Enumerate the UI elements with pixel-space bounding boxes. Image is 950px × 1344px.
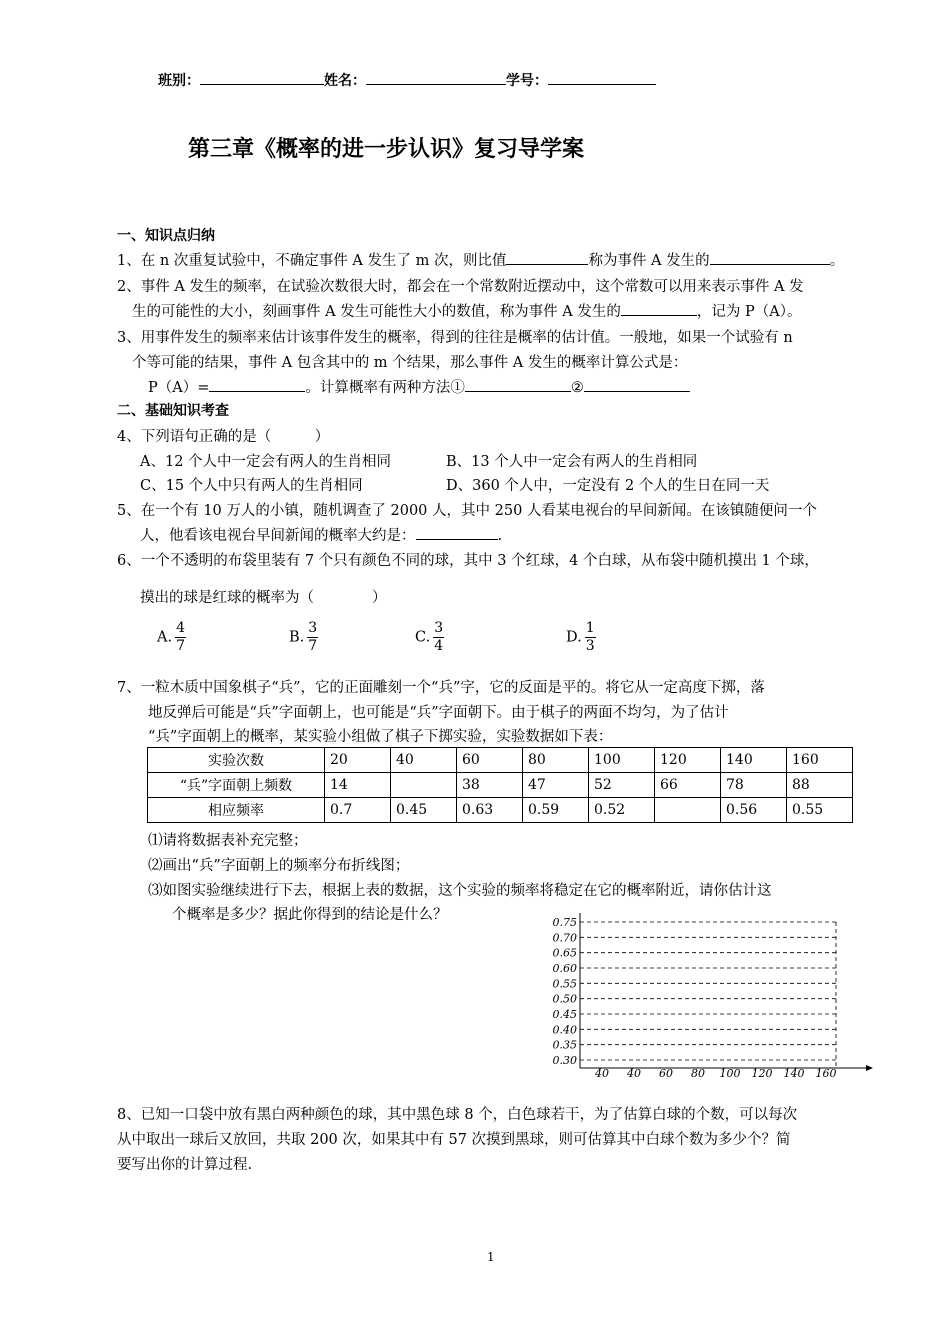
q3-blank1[interactable] <box>209 377 305 392</box>
q4-option-d[interactable]: D、360 个人中，一定没有 2 个人的生日在同一天 <box>446 478 770 494</box>
y-tick-label: 0.50 <box>552 992 577 1006</box>
q6-option-b[interactable]: B. $\frac{3}{7}$ <box>289 620 318 654</box>
table-row: 实验次数 20 40 60 80 100 120 140 160 <box>148 748 853 773</box>
x-axis-arrow-icon <box>866 1065 873 1071</box>
id-field[interactable] <box>548 70 656 85</box>
q3-blank3[interactable] <box>584 377 690 392</box>
q7-line2: 地反弹后可能是“兵”字面朝上，也可能是“兵”字面朝下。由于棋子的两面不均匀，为了估计 <box>148 705 729 721</box>
q3-line1: 3、用事件发生的频率来估计该事件发生的概率，得到的往往是概率的估计值。一般地，如果一个试验有 n <box>117 330 793 346</box>
q3-line2: 个等可能的结果，事件 A 包含其中的 m 个结果，那么事件 A 发生的概率计算公式是： <box>132 355 688 371</box>
page-title: 第三章《概率的进一步认识》复习导学案 <box>188 137 585 162</box>
table-blank-cell[interactable] <box>391 773 457 798</box>
y-tick-label: 0.45 <box>552 1008 577 1021</box>
x-tick-label: 40 <box>627 1067 641 1080</box>
class-field[interactable] <box>200 70 324 85</box>
q5-blank[interactable] <box>416 525 498 540</box>
q4-stem: 4、下列语句正确的是（ ） <box>117 429 330 445</box>
q7-sub2: ⑵画出“兵”字面朝上的频率分布折线图； <box>148 858 410 874</box>
y-tick-label: 0.75 <box>552 916 577 929</box>
q7-data-table <box>147 747 853 823</box>
q3-line3: P（A）= 。计算概率有两种方法① ② <box>148 376 690 397</box>
x-tick-label: 160 <box>815 1067 837 1080</box>
q6-line1: 6、一个不透明的布袋里装有 7 个只有颜色不同的球，其中 3 个红球，4 个白球，从布袋中随机摸出 1 个球， <box>117 553 819 569</box>
header-fields <box>158 70 656 90</box>
section1-heading: 一、知识点归纳 <box>117 228 215 244</box>
y-tick-label: 0.70 <box>552 931 577 945</box>
section2-heading: 二、基础知识考查 <box>117 403 229 419</box>
q8-line1: 8、已知一口袋中放有黑白两种颜色的球，其中黑色球 8 个，白色球若干，为了估算白球的个数，可以每次 <box>117 1107 798 1123</box>
x-tick-label: 120 <box>751 1067 773 1080</box>
table-row: “兵”字面朝上频数 14 38 47 52 66 78 88 <box>148 773 853 798</box>
chart-grid <box>580 922 836 1068</box>
x-tick-label: 140 <box>783 1067 805 1080</box>
x-tick-label: 40 <box>595 1067 609 1080</box>
q2-line1: 2、事件 A 发生的频率，在试验次数很大时，都会在一个常数附近摆动中，这个常数可以用来表示事件 A 发 <box>117 279 804 295</box>
q8-line2: 从中取出一球后又放回，共取 200 次，如果其中有 57 次摸到黑球，则可估算其中白球个数为多少个？简 <box>117 1132 791 1148</box>
q6-option-c[interactable]: C. $\frac{3}{4}$ <box>415 620 444 654</box>
y-tick-label: 0.65 <box>552 946 577 960</box>
id-label: 学号： <box>506 73 548 89</box>
q6-option-a[interactable]: A. $\frac{4}{7}$ <box>157 620 186 654</box>
q2-blank[interactable] <box>621 301 697 316</box>
y-tick-label: 0.35 <box>552 1038 577 1052</box>
q4-option-b[interactable]: B、13 个人中一定会有两人的生肖相同 <box>446 454 698 470</box>
page-number: 1 <box>487 1250 495 1264</box>
y-tick-label: 0.55 <box>552 977 577 991</box>
y-tick-label: 0.60 <box>552 962 577 975</box>
table-blank-cell[interactable] <box>655 798 721 823</box>
class-label: 班别： <box>158 73 200 89</box>
q5-line2: 人，他看该电视台早间新闻的概率大约是： . <box>140 524 502 545</box>
q4-option-c[interactable]: C、15 个人中只有两人的生肖相同 <box>140 478 363 494</box>
q1: 1、在 n 次重复试验中，不确定事件 A 发生了 m 次，则比值 称为事件 A 发生的 。 <box>117 249 844 270</box>
q7-sub3-line1: ⑶如图实验继续进行下去，根据上表的数据，这个实验的频率将稳定在它的概率附近，请你估计这 <box>148 883 772 899</box>
name-label: 姓名： <box>324 73 366 89</box>
q1-blank2[interactable] <box>710 250 830 265</box>
y-tick-label: 0.40 <box>552 1023 577 1037</box>
x-tick-label: 60 <box>659 1067 673 1080</box>
q4-option-a[interactable]: A、12 个人中一定会有两人的生肖相同 <box>140 454 392 470</box>
y-tick-label: 0.30 <box>552 1054 577 1067</box>
q2-line2: 生的可能性的大小，刻画事件 A 发生可能性大小的数值，称为事件 A 发生的 ，记为 P（A）。 <box>132 300 801 321</box>
table-row: 相应频率 0.7 0.45 0.63 0.59 0.52 0.56 0.55 <box>148 798 853 823</box>
q3-blank2[interactable] <box>465 377 571 392</box>
q6-line2: 摸出的球是红球的概率为（ ） <box>140 590 387 606</box>
frequency-chart <box>540 910 875 1080</box>
q7-line3: “兵”字面朝上的概率，某实验小组做了棋子下掷实验，实验数据如下表： <box>148 729 613 745</box>
q7-line1: 7、一粒木质中国象棋子“兵”，它的正面雕刻一个“兵”字，它的反面是平的。将它从一定高度下掷，落 <box>117 680 765 696</box>
q6-option-d[interactable]: D. $\frac{1}{3}$ <box>566 620 595 654</box>
q7-sub1: ⑴请将数据表补充完整； <box>148 833 308 849</box>
x-tick-label: 80 <box>691 1067 705 1080</box>
name-field[interactable] <box>366 70 506 85</box>
q8-line3: 要写出你的计算过程. <box>117 1157 253 1173</box>
q5-line1: 5、在一个有 10 万人的小镇，随机调查了 2000 人，其中 250 人看某电视台的早间新闻。在该镇随便问一个 <box>117 503 817 519</box>
q1-blank1[interactable] <box>506 250 588 265</box>
x-tick-label: 100 <box>719 1067 741 1080</box>
q7-sub3-line2: 个概率是多少？据此你得到的结论是什么？ <box>172 907 448 923</box>
